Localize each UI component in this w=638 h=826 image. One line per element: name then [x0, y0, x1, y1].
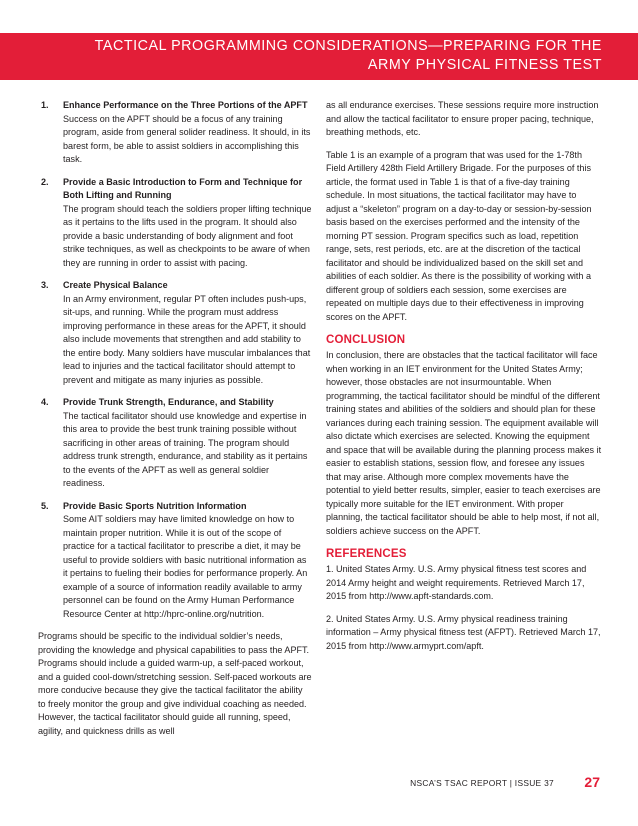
list-item-text: The tactical facilitator should use knowledge and expertise in this area to provide the best trunk training possible without sacrificing in other areas of training. The program should address trunk strength, endurance, and stability as it pertains to the events of the APFT as well as general soldier readiness.	[63, 410, 308, 488]
list-item	[38, 279, 312, 387]
list-item-text: Some AIT soldiers may have limited knowledge on how to maintain proper nutrition. While it is out of the scope of practice for a tactical facilitator to prescribe a diet, it may be useful to provide soldiers with basic nutritional information as it pertains to fueling their bodies for performance properly. An example of a source of information readily available to army personnel can be found on the Army Human Performance Resource Center at http://hprc-online.org/nutrition.	[63, 514, 308, 619]
body-paragraph: Table 1 is an example of a program that was used for the 1-78th Field Artillery 428th Field Artillery Brigade. For the purposes of this article, the format used in Table 1 is that of a five-day training schedule. In most situations, the tactical facilitator may have to adjust a “skeleton” program on a day-to-day or session-by-session basis based on the exercises performed and the intensity of the morning PT session. Program specifics such as load, repetition range, sets, rest periods, etc. are at the discretion of the tactical facilitator and should be individualized based on the skill set and abilities of each soldier. As there is the possibility of working with a different group of soldiers each session, some exercises are repeated on multiple days due to their effectiveness in improving scores on the APFT.	[326, 149, 592, 322]
list-item	[38, 176, 312, 271]
list-item-text: The program should teach the soldiers proper lifting technique as it pertains to the lifts used in the program. It should also provide a basic understanding of body alignment and foot strike techniques, as well as checkpoints to be aware of when they are running in order to assist with pacing.	[63, 203, 312, 268]
list-number: 4.	[41, 397, 49, 407]
list-item-body	[63, 176, 312, 271]
conclusion-heading: CONCLUSION	[326, 334, 406, 346]
list-number: 5.	[41, 500, 49, 511]
body-paragraph: as all endurance exercises. These sessions require more instruction and allow the tactical facilitator to ensure proper pacing, technique, breathing methods, etc.	[326, 100, 599, 137]
right-column	[326, 99, 602, 662]
list-item-text: In an Army environment, regular PT often includes push-ups, sit-ups, and running. While the program must address improving performance in these areas for the APFT, it should also include movements that strengthen and add stability to the entire body. Many soldiers have muscular imbalances that lead to injuries and the tactical facilitator should attempt to prevent and mitigate as many injuries as possible.	[63, 293, 311, 385]
conclusion-paragraph: In conclusion, there are obstacles that the tactical facilitator will face when working in an IET environment for the United States Army; however, those obstacles are not insurmountable. When programming, the tactical facilitator should be mindful of the different training states and abilities of the soldiers and should plan for these variances during each training session. The equipment available will also dictate which exercises are selected. Knowing the equipment and space that will be available during the planning process makes it easier to establish stations, session flow, and foresee any issues that may arise. Although more complex movements have the potential to yield better results, simpler, easier to teach exercises are typically more suitable for the IET environment. With proper planning, the tactical facilitator should be able to help most, if not all, soldiers achieve success on the APFT.	[326, 350, 602, 536]
body-paragraph: Programs should be specific to the individual soldier’s needs, providing the knowledge and physical capabilities to pass the APFT. Programs should include a guided warm-up, a self-paced workout, and a guided cool-down/stretching session. Self-paced workouts are more conducive because they give the tactical facilitator the ability to freely monitor the group and give individual coaching as needed. However, the tactical facilitator should guide all running, speed, agility, and quickness drills as well	[38, 631, 312, 736]
reference-item: 2. United States Army. U.S. Army physical readiness training information – Army physical fitness test (AFPT). Retrieved March 17, 2015 from http://www.armyprt.com/apft.	[326, 613, 601, 651]
left-column	[38, 99, 312, 747]
page-number: 27	[584, 774, 600, 790]
list-item-title: Provide Basic Sports Nutrition Information	[63, 500, 247, 511]
footer-publication: NSCA’S TSAC REPORT | ISSUE 37	[410, 778, 554, 788]
list-item-body	[63, 396, 312, 491]
list-item	[38, 500, 312, 622]
list-item-body	[63, 279, 312, 387]
list-item-body	[63, 500, 312, 622]
list-number: 3.	[41, 280, 49, 290]
page-footer	[0, 774, 638, 794]
list-item	[38, 396, 312, 491]
references-heading: REFERENCES	[326, 548, 407, 560]
list-item-title: Provide Trunk Strength, Endurance, and Stability	[63, 397, 274, 407]
list-item-title: Provide a Basic Introduction to Form and Technique for Both Lifting and Running	[63, 176, 303, 200]
list-item-body	[63, 99, 312, 167]
list-item	[38, 99, 312, 167]
list-item-title: Create Physical Balance	[63, 280, 168, 290]
reference-item: 1. United States Army. U.S. Army physical fitness test scores and 2014 Army height and weight requirements. Retrieved March 17, 2015 from http://www.apft-standards.com.	[326, 564, 587, 601]
title-line-2: ARMY PHYSICAL FITNESS TEST	[367, 57, 602, 73]
title-line-1: TACTICAL PROGRAMMING CONSIDERATIONS—PREPARING FOR THE	[94, 38, 602, 54]
list-number: 1.	[41, 100, 49, 110]
list-item-text: Success on the APFT should be a focus of any training program, aside from general solider readiness. It should, in its barest form, be able to assist soldiers in accomplishing this task.	[63, 113, 311, 164]
list-number: 2.	[41, 176, 49, 187]
list-item-title: Enhance Performance on the Three Portions of the APFT	[63, 100, 308, 110]
title-banner	[0, 33, 638, 80]
